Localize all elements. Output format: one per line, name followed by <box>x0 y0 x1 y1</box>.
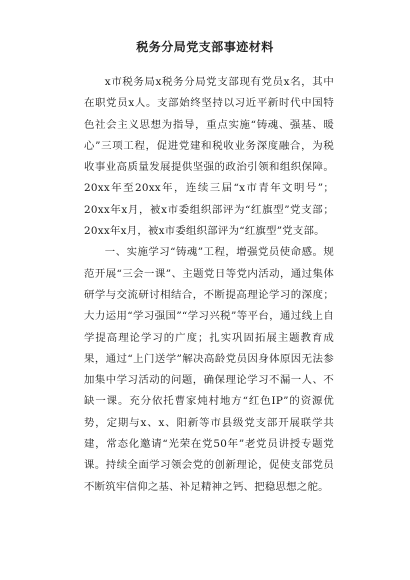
paragraph-section-one: 一、实施学习“铸魂”工程，增强党员使命感。规范开展“三会一课”、主题党日等党内活动，通过集体研学与交流研讨相结合，不断提高理论学习的深度；大力运用“学习强国”“学习兴税”等平台，通过线上自学提高理论学习的广度；扎实巩固拓展主题教育成果，通过“上门送学”解决高龄党员因身体原因无法参加集中学习活动的问题，确保理论学习不漏一人、不缺一课。充分依托曹家炖村地方“红色IP”的资源优势，定期与x、x、阳新等市县级党支部开展联学共建，常态化邀请“光荣在党50年”老党员讲授专题党课。持续全面学习领会党的创新理论，促使支部党员不断筑牢信仰之基、补足精神之钙、把稳思想之舵。 <box>84 246 334 493</box>
document-title: 税务分局党支部事迹材料 <box>136 40 274 54</box>
document-body <box>84 72 334 498</box>
paragraph-intro: x市税务局x税务分局党支部现有党员x名，其中在职党员x人。支部始终坚持以习近平新时代中国特色社会主义思想为指导，重点实施“铸魂、强基、暖心”三项工程，促进党建和税收业务深度融合，为税收事业高质量发展提供坚强的政治引领和组织保障。20xx年至20xx年，连续三届“x市青年文明号”；20xx年x月，被x市委组织部评为“红旗型”党支部；20xx年x月，被x市委组织部评为“红旗型”党支部。 <box>84 76 334 238</box>
